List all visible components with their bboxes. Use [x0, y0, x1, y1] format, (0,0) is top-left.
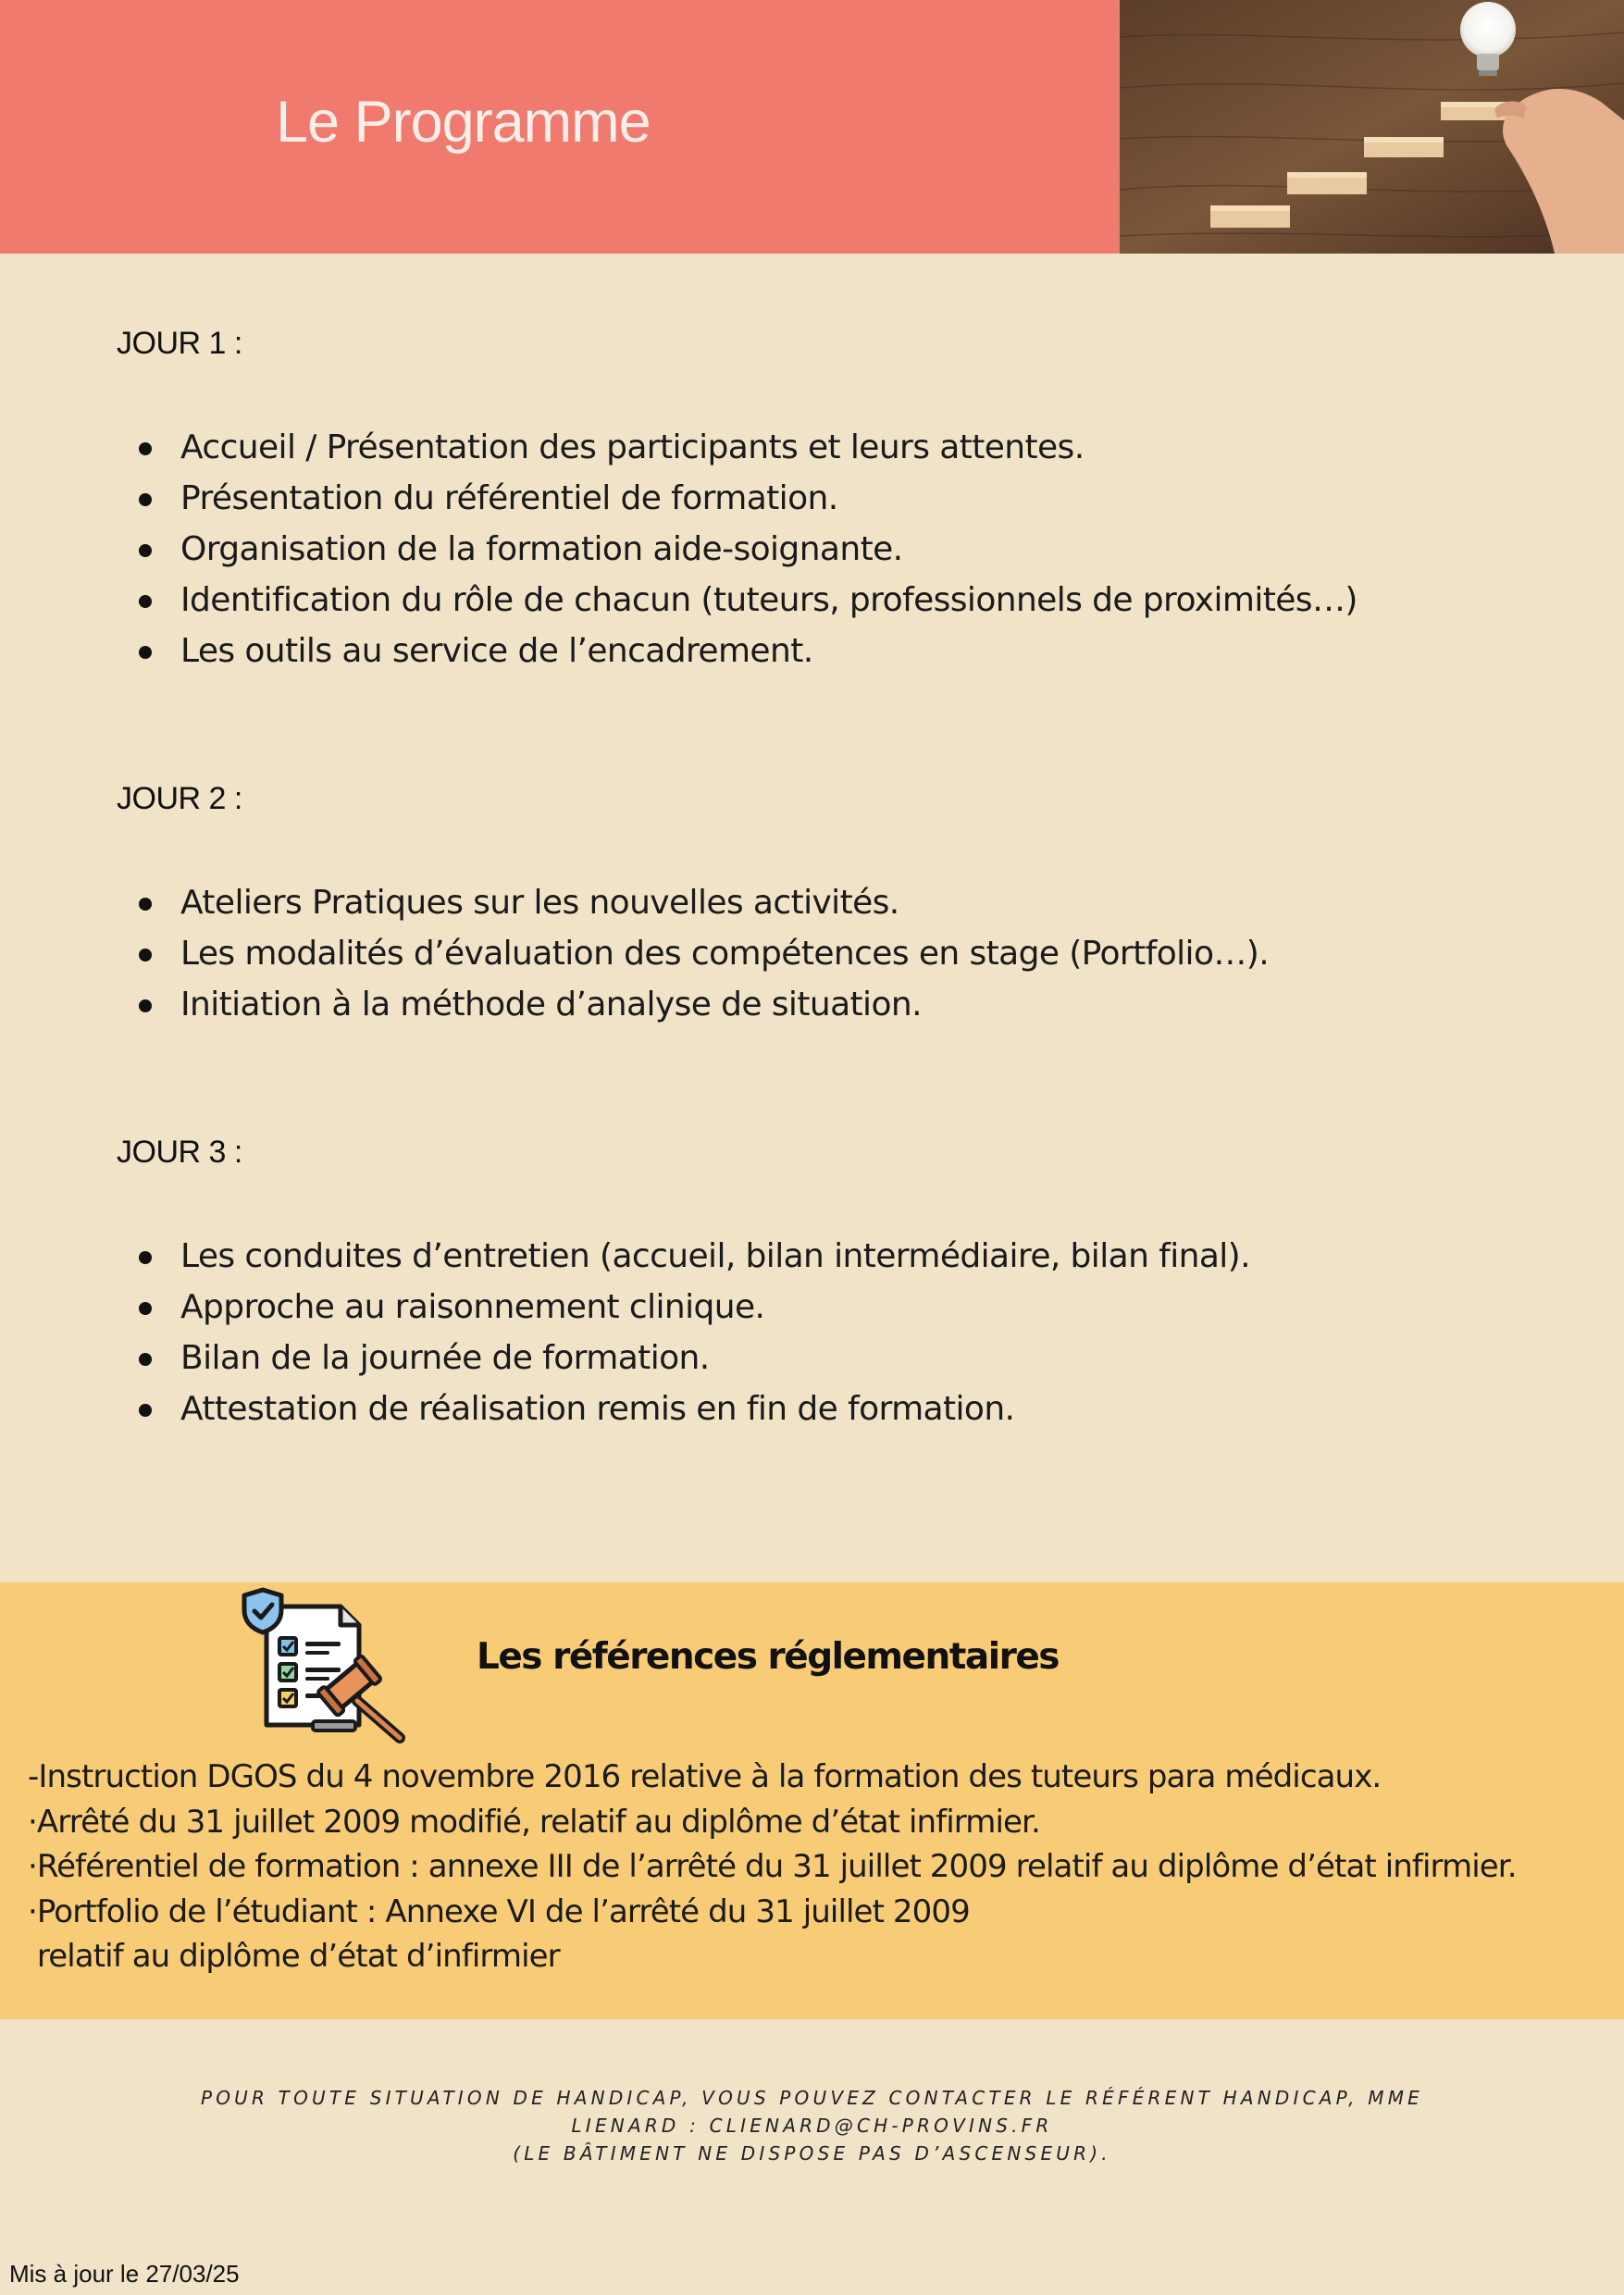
list-item: Ateliers Pratiques sur les nouvelles activités. [139, 877, 1269, 928]
handicap-contact-line: LIENARD : CLIENARD@CH-PROVINS.FR [571, 2115, 1053, 2137]
references-list [28, 1755, 1517, 1979]
bullet-icon [139, 1404, 152, 1417]
stairs-lightbulb-image [1120, 0, 1624, 254]
references-title: Les références réglementaires [477, 1636, 1060, 1678]
regulation-checklist-gavel-icon [241, 1586, 407, 1743]
handicap-line: (LE BÂTIMENT NE DISPOSE PAS D’ASCENSEUR). [513, 2142, 1111, 2165]
day-2-heading: JOUR 2 : [117, 781, 242, 816]
bullet-icon [139, 595, 152, 608]
day-3-heading: JOUR 3 : [117, 1135, 242, 1170]
page-title: Le Programme [276, 90, 651, 155]
reference-line: relatif au diplôme d’état d’infirmier [28, 1938, 560, 1975]
list-item: Bilan de la journée de formation. [139, 1333, 1250, 1383]
reference-line: ·Référentiel de formation : annexe III de l’arrêté du 31 juillet 2009 relatif au diplôme d’état infirmier. [28, 1848, 1517, 1885]
list-item: Les conduites d’entretien (accueil, bilan intermédiaire, bilan final). [139, 1231, 1250, 1282]
bullet-icon [139, 999, 152, 1012]
list-item: Organisation de la formation aide-soignante. [139, 524, 1357, 575]
day-1-heading: JOUR 1 : [117, 326, 242, 361]
bullet-icon [139, 442, 152, 455]
list-item: Initiation à la méthode d’analyse de situation. [139, 979, 1269, 1030]
list-item: Les outils au service de l’encadrement. [139, 626, 1357, 676]
bullet-icon [139, 646, 152, 659]
bullet-icon [139, 1302, 152, 1315]
bullet-icon [139, 1353, 152, 1366]
list-item: Attestation de réalisation remis en fin de formation. [139, 1383, 1250, 1434]
handicap-notice [0, 2084, 1624, 2167]
list-item: Approche au raisonnement clinique. [139, 1282, 1250, 1333]
bullet-icon [139, 949, 152, 961]
day-3-list [139, 1231, 1250, 1434]
list-item: Les modalités d’évaluation des compétences en stage (Portfolio…). [139, 928, 1269, 979]
bullet-icon [139, 898, 152, 911]
reference-line: ·Portfolio de l’étudiant : Annexe VI de l’arrêté du 31 juillet 2009 [28, 1892, 970, 1930]
bullet-icon [139, 1251, 152, 1264]
bullet-icon [139, 493, 152, 506]
bullet-icon [139, 544, 152, 557]
list-item: Présentation du référentiel de formation. [139, 473, 1357, 524]
reference-line: ·Arrêté du 31 juillet 2009 modifié, relatif au diplôme d’état infirmier. [28, 1803, 1040, 1841]
day-2-list [139, 877, 1269, 1030]
list-item: Identification du rôle de chacun (tuteurs, professionnels de proximités…) [139, 575, 1357, 626]
list-item: Accueil / Présentation des participants et leurs attentes. [139, 422, 1357, 473]
header-photo [1120, 0, 1624, 254]
reference-line: -Instruction DGOS du 4 novembre 2016 relative à la formation des tuteurs para médicaux. [28, 1758, 1382, 1795]
handicap-line: POUR TOUTE SITUATION DE HANDICAP, VOUS POUVEZ CONTACTER LE RÉFÉRENT HANDICAP, MME [200, 2087, 1423, 2109]
update-date-note: Mis à jour le 27/03/25 [9, 2260, 240, 2288]
day-1-list [139, 422, 1357, 676]
